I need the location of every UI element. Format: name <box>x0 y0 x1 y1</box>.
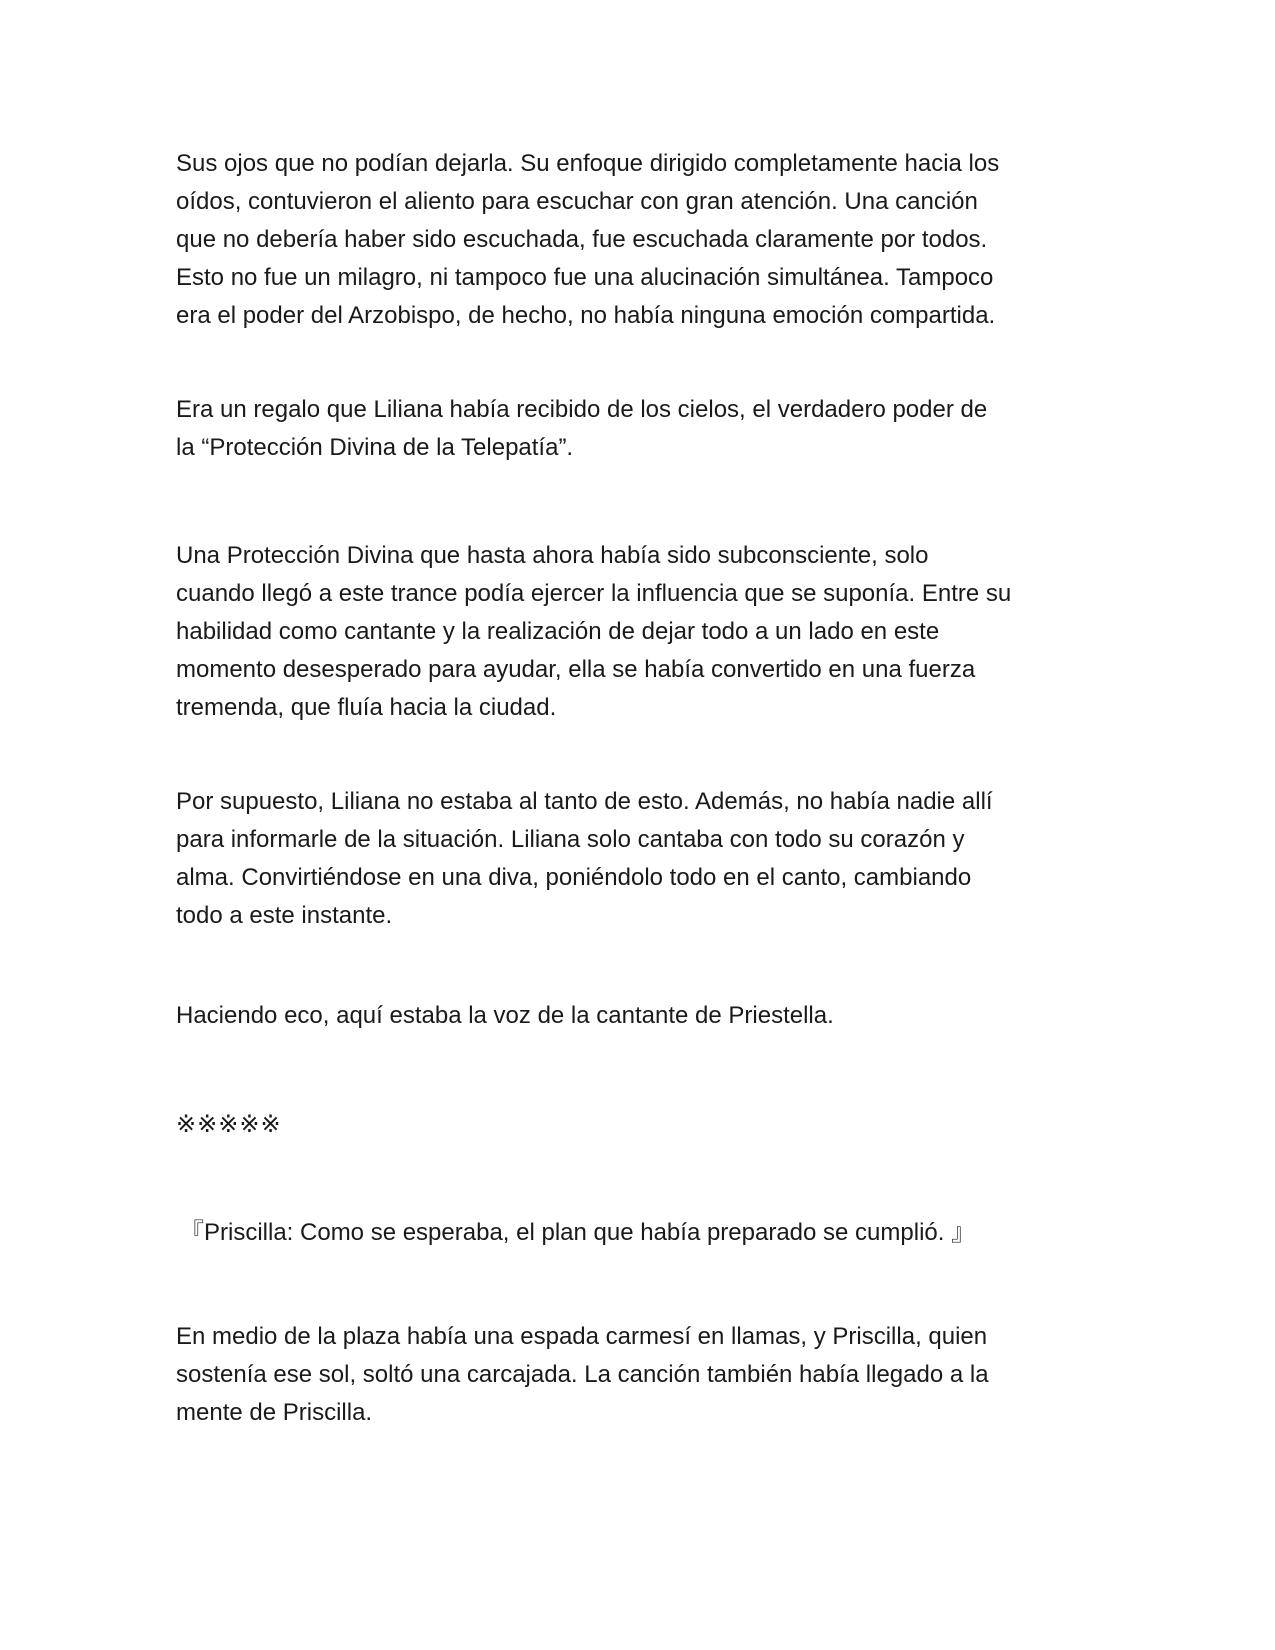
section-separator: ※※※※※ <box>176 1111 282 1138</box>
paragraph-2: Era un regalo que Liliana había recibido de los cielos, el verdadero poder de la “Protección Divina de la Telepatía”. <box>176 396 988 461</box>
dialogue-line: 『Priscilla: Como se esperaba, el plan que había preparado se cumplió. 』 <box>180 1219 976 1246</box>
paragraph-5: Haciendo eco, aquí estaba la voz de la cantante de Priestella. <box>176 1002 834 1029</box>
paragraph-3: Una Protección Divina que hasta ahora había sido subconsciente, solo cuando llegó a este trance podía ejercer la influencia que se suponía. Entre su habilidad como cantante y la realización de dejar todo a un lado en este momento desesperado para ayudar, ella se había convertido en una fuerza tremenda, que fluía hacia la ciudad. <box>176 542 1012 721</box>
paragraph-6: En medio de la plaza había una espada carmesí en llamas, y Priscilla, quien sostenía ese sol, soltó una carcajada. La canción también había llegado a la mente de Priscilla. <box>176 1323 989 1426</box>
paragraph-1: Sus ojos que no podían dejarla. Su enfoque dirigido completamente hacia los oídos, contuvieron el aliento para escuchar con gran atención. Una canción que no debería haber sido escuchada, fue escuchada claramente por todos. Esto no fue un milagro, ni tampoco fue una alucinación simultánea. Tampoco era el poder del Arzobispo, de hecho, no había ninguna emoción compartida. <box>176 150 1000 329</box>
paragraph-4: Por supuesto, Liliana no estaba al tanto de esto. Además, no había nadie allí para informarle de la situación. Liliana solo cantaba con todo su corazón y alma. Convirtiéndose en una diva, poniéndolo todo en el canto, cambiando todo a este instante. <box>176 788 993 929</box>
